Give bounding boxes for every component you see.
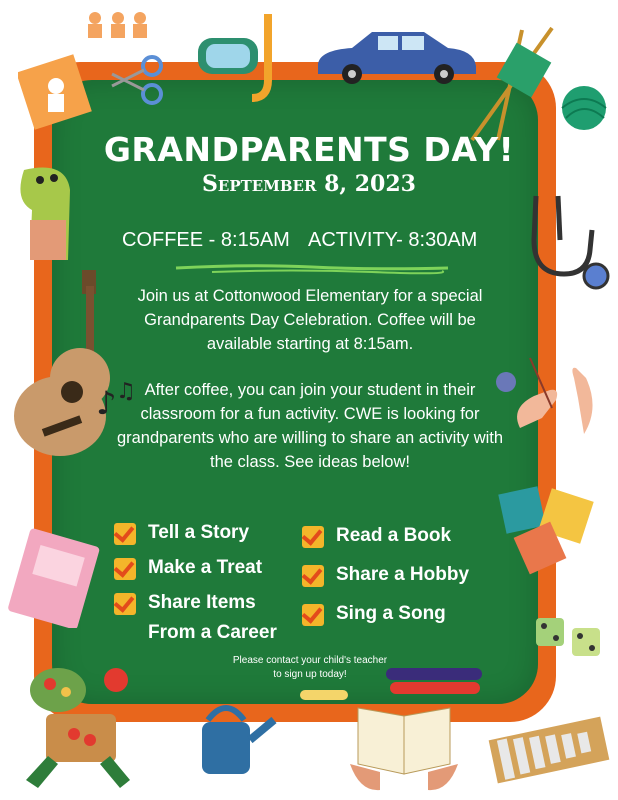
intro-paragraph: Join us at Cottonwood Elementary for a special Grandparents Day Celebration. Coffee will be available starting at 8:15am. bbox=[137, 287, 483, 353]
scissors-icon bbox=[108, 52, 168, 107]
open-book-icon bbox=[350, 694, 460, 794]
paper-doll-card-icon bbox=[18, 52, 98, 132]
dice-icon bbox=[530, 610, 610, 670]
guitar-icon bbox=[6, 266, 126, 466]
xylophone-icon bbox=[486, 708, 612, 788]
car-icon bbox=[312, 24, 480, 86]
event-title: GRANDPARENTS DAY! bbox=[103, 130, 515, 169]
snorkel-mask-icon bbox=[194, 10, 289, 105]
activity-time: ACTIVITY- 8:30AM bbox=[308, 229, 478, 251]
stethoscope-icon bbox=[518, 190, 613, 305]
scoop-icon bbox=[300, 688, 350, 702]
checkbox-icon bbox=[114, 523, 136, 545]
svg-text:♫: ♫ bbox=[116, 379, 136, 404]
contact-note: Please contact your child's teacher to sign up today! bbox=[232, 655, 388, 680]
book-icon bbox=[4, 528, 104, 628]
checkbox-icon bbox=[302, 604, 324, 626]
coffee-time: COFFEE - 8:15AM bbox=[122, 229, 290, 251]
idea-item-share-a-hobby: Share a Hobby bbox=[302, 564, 469, 590]
idea-item-read-a-book: Read a Book bbox=[302, 525, 451, 551]
watering-can-icon bbox=[178, 690, 278, 790]
idea-item-share-items: Share Items From a Career bbox=[114, 592, 284, 648]
idea-item-tell-a-story: Tell a Story bbox=[114, 522, 249, 548]
cutting-board-icon bbox=[26, 700, 136, 788]
checkbox-icon bbox=[302, 565, 324, 587]
event-date: September 8, 2023 bbox=[202, 171, 416, 197]
idea-item-make-a-treat: Make a Treat bbox=[114, 557, 262, 583]
idea-item-sing-a-song: Sing a Song bbox=[302, 603, 446, 629]
checkbox-icon bbox=[114, 558, 136, 580]
checkbox-icon bbox=[114, 593, 136, 615]
chalk-underline bbox=[172, 262, 452, 276]
paper-dolls-icon bbox=[80, 10, 150, 50]
checkbox-icon bbox=[302, 526, 324, 548]
svg-text:♪: ♪ bbox=[96, 384, 117, 422]
puzzle-icon bbox=[490, 470, 610, 580]
details-paragraph: After coffee, you can join your student in their classroom for a fun activity. CWE is looking for grandparents who are willing to share an activity with the class. See ideas below! bbox=[116, 381, 504, 471]
